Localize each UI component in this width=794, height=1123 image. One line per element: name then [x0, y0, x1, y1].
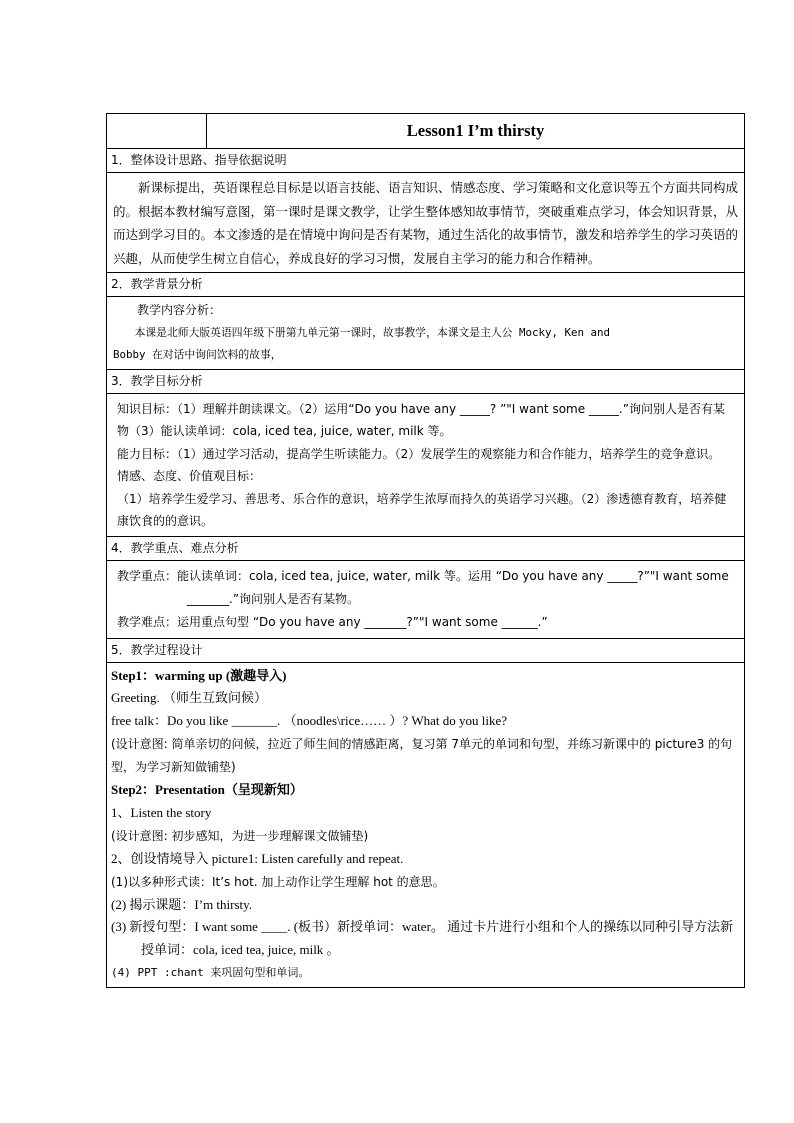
title-left-cell	[107, 114, 207, 149]
design-intent-2: (设计意图: 初步感知，为进一步理解课文做铺垫)	[111, 828, 369, 843]
section2-line1: 教学内容分析：	[137, 303, 222, 317]
ability-goal: 能力目标：（1）通过学习活动，提高学生听读能力。（2）发展学生的观察能力和合作能力，培养学生的竞争意识。	[117, 446, 721, 461]
section5-body	[107, 662, 745, 988]
process-item-2: (2) 揭示课题：I’m thirsty.	[111, 896, 253, 912]
section3-heading: 3．教学目标分析	[107, 369, 745, 393]
process-item-3: (3) 新授句型：I want some ____. (板书）新授单词：water。 通过卡片进行小组和个人的操练以同种引导方法新授单词：cola, iced tea, juice, milk 。	[111, 919, 734, 958]
section1-paragraph: 新课标提出，英语课程总目标是以语言技能、语言知识、情感态度、学习策略和文化意识等五个方面共同构成的。根据本教材编写意图，第一课时是课文教学，让学生整体感知故事情节，突破重难点学习，体会知识背景，从而达到学习目的。本文渗透的是在情境中询问是否有某物，通过生活化的故事情节，激发和培养学生的学习英语的兴趣，从而使学生树立自信心，养成良好的学习习惯，发展自主学习的能力和合作精神。	[113, 180, 739, 266]
lesson-plan-document	[106, 113, 744, 988]
section2-body	[107, 297, 745, 370]
free-talk-line: free talk：Do you like _______. （noodles\rice…… ）? What do you like?	[111, 713, 508, 729]
section2-line3: Bobby 在对话中询问饮料的故事，	[113, 348, 282, 361]
step1-heading: Step1：warming up (激趣导入)	[111, 667, 287, 683]
situation-line: 2、创设情境导入 picture1: Listen carefully and repeat.	[111, 850, 404, 866]
process-item-4: (4) PPT :chant 来巩固句型和单词。	[111, 966, 310, 980]
section2-heading: 2．教学背景分析	[107, 273, 745, 297]
section5-heading: 5．教学过程设计	[107, 638, 745, 662]
step2-heading: Step2：Presentation（呈现新知）	[111, 782, 303, 798]
emotion-goal-label: 情感、态度、价值观目标：	[117, 469, 262, 483]
section2-line2: 本课是北师大版英语四年级下册第九单元第一课时，故事教学，本课文是主人公 Mocky, Ken and	[134, 325, 610, 339]
section3-body	[107, 393, 745, 536]
section4-heading: 4．教学重点、难点分析	[107, 536, 745, 560]
key-points: 教学重点：能认读单词：cola, iced tea, juice, water, milk 等。运用 “Do you have any _____?”"I want some _______.”询问别人是否有某物。	[117, 568, 729, 606]
emotion-goal: （1）培养学生爱学习、善思考、乐合作的意识，培养学生浓厚而持久的英语学习兴趣。（2）渗透德育教育，培养健康饮食的的意识。	[117, 491, 727, 528]
section1-heading: 1．整体设计思路、指导依据说明	[107, 149, 745, 173]
design-intent-1: (设计意图: 简单亲切的问候，拉近了师生间的情感距离，复习第 7单元的单词和句型，并练习新课中的 picture3 的句型，为学习新知做铺垫)	[111, 737, 733, 775]
title-row	[107, 114, 745, 149]
lesson-plan-table	[106, 113, 745, 988]
listen-line: 1、Listen the story	[111, 804, 212, 820]
difficult-points: 教学难点：运用重点句型 “Do you have any _______?”"I want some ______.”	[117, 614, 548, 629]
greeting-line: Greeting. （师生互致问候）	[111, 690, 267, 706]
section4-body	[107, 560, 745, 638]
section1-body	[107, 173, 745, 273]
process-item-1: (1)以多种形式读：It’s hot. 加上动作让学生理解 hot 的意思。	[111, 874, 445, 889]
lesson-title: Lesson1 I’m thirsty	[207, 114, 745, 149]
knowledge-goal: 知识目标：（1）理解并朗读课文。（2）运用“Do you have any _____? ”"I want some _____.”询问别人是否有某物（3）能认读单词：cola, iced tea, juice, water, milk 等。	[117, 401, 725, 438]
